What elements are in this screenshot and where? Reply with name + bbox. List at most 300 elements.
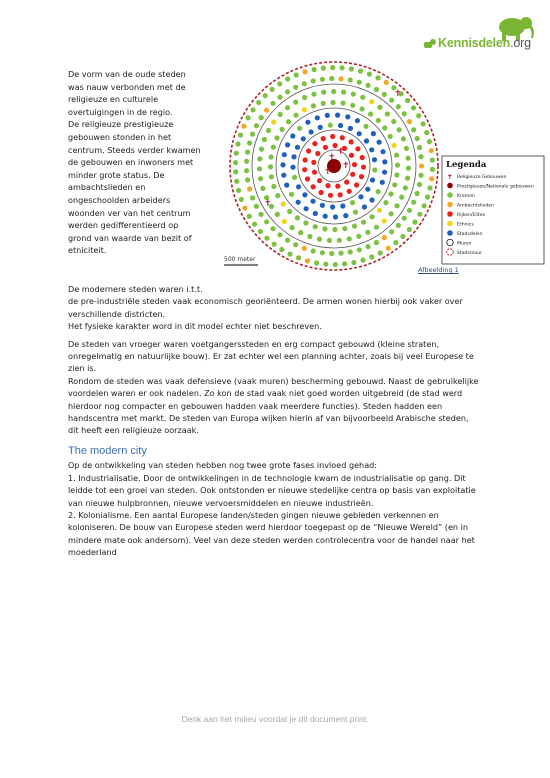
building-dot — [242, 206, 247, 211]
building-dot — [396, 223, 401, 228]
text-line: hierdoor nog compacter en gebouwen hadden vaak meerdere functies). Steden hadden een — [68, 400, 443, 411]
intro-line: werden gedifferentieerd op — [68, 220, 179, 231]
building-dot — [311, 160, 316, 165]
intro-line: etniciteit. — [68, 245, 107, 256]
building-dot — [370, 177, 375, 182]
building-dot — [321, 90, 326, 95]
legend-title: Legenda — [446, 160, 487, 170]
building-dot — [391, 119, 396, 124]
building-dot — [321, 101, 326, 106]
building-dot — [389, 229, 394, 234]
building-dot — [343, 213, 348, 218]
building-dot — [418, 173, 423, 178]
building-dot — [235, 141, 240, 146]
building-dot — [365, 244, 370, 249]
building-dot — [357, 247, 362, 252]
building-dot — [358, 194, 363, 199]
building-dot — [330, 134, 335, 139]
building-dot — [259, 147, 264, 152]
main-body — [68, 283, 488, 564]
building-dot — [233, 160, 238, 165]
building-dot — [275, 193, 280, 198]
building-dot — [404, 146, 409, 151]
building-dot — [296, 255, 301, 260]
footer-note: Denk aan het milieu voordat je dit document print. — [181, 714, 369, 724]
building-dot — [348, 126, 353, 131]
building-dot — [246, 115, 251, 120]
intro-line: grond van waarde van bezit of — [68, 232, 192, 243]
legend-label: Stadsmuur — [457, 251, 483, 256]
building-dot — [411, 200, 416, 205]
building-dot — [252, 222, 257, 227]
building-dot — [333, 262, 338, 267]
building-dot — [285, 238, 290, 243]
building-dot — [403, 185, 408, 190]
building-dot — [293, 100, 298, 105]
building-dot — [419, 163, 424, 168]
building-dot — [402, 111, 407, 116]
building-dot — [244, 168, 249, 173]
building-dot — [427, 139, 432, 144]
building-dot — [369, 147, 374, 152]
legend-swatch — [447, 183, 453, 189]
building-dot — [383, 200, 388, 205]
building-dot — [274, 135, 279, 140]
building-dot — [250, 195, 255, 200]
figure-caption[interactable]: Afbeelding 1 — [418, 266, 459, 274]
building-dot — [320, 250, 325, 255]
text-line: mindere mate ook andersom). Veel van deze steden werden controlecentra voor de handel naar het — [68, 534, 475, 545]
legend-swatch — [447, 202, 453, 208]
building-dot — [394, 203, 399, 208]
building-dot — [337, 238, 342, 243]
building-dot — [351, 260, 356, 265]
building-dot — [365, 83, 370, 88]
text-line: verschillende districten. — [68, 308, 166, 319]
building-dot — [369, 197, 374, 202]
text-line: zien is. — [68, 363, 97, 374]
building-dot — [402, 216, 407, 221]
building-dot — [361, 165, 366, 170]
building-dot — [430, 158, 435, 163]
text-line: voordelen waren er ook nadelen. Zo kon de stad vaak niet goed worden uitgebreid (de stad werd — [68, 388, 463, 399]
building-dot — [364, 138, 369, 143]
intro-line: De vorm van de oude steden — [68, 69, 186, 79]
legend-box — [442, 156, 544, 264]
building-dot — [259, 115, 264, 120]
legend-label: Ambachtslieden — [457, 203, 495, 209]
building-dot — [281, 173, 286, 178]
building-dot — [290, 165, 295, 170]
building-dot — [305, 120, 310, 125]
building-dot — [302, 95, 307, 100]
building-dot — [272, 242, 277, 247]
legend-swatch — [447, 211, 453, 217]
building-dot — [377, 208, 382, 213]
building-dot — [400, 234, 405, 239]
building-dot — [292, 175, 297, 180]
text-line: Rondom de steden was vaak defensieve (vaak muren) bescherming gebouwd. Naast de gebruikelijke — [68, 375, 479, 386]
intro-line: was nauw verbonden met de — [68, 81, 186, 92]
building-dot — [293, 113, 298, 118]
building-dot — [311, 103, 316, 108]
building-dot — [415, 136, 420, 141]
building-dot — [360, 95, 365, 100]
building-dot — [357, 131, 362, 136]
building-dot — [382, 159, 387, 164]
building-dot — [311, 78, 316, 83]
building-dot — [405, 176, 410, 181]
building-dot — [245, 150, 250, 155]
building-dot — [327, 238, 332, 243]
building-dot — [307, 234, 312, 239]
logo-brand: Kennisdelen — [438, 36, 511, 50]
building-dot — [247, 214, 252, 219]
building-dot — [275, 212, 280, 217]
building-dot — [234, 179, 239, 184]
building-dot — [407, 119, 412, 124]
building-dot — [352, 224, 357, 229]
building-dot — [297, 126, 302, 131]
building-dot — [244, 159, 249, 164]
building-dot — [328, 193, 333, 198]
building-dot — [340, 135, 345, 140]
building-dot — [315, 151, 320, 156]
building-dot — [378, 250, 383, 255]
building-dot — [395, 163, 400, 168]
building-dot — [380, 149, 385, 154]
building-dot — [393, 240, 398, 245]
building-dot — [352, 162, 357, 167]
religious-building-icon: ✝ — [394, 89, 402, 99]
building-dot — [298, 230, 303, 235]
building-dot — [311, 92, 316, 97]
intro-line: gebouwen stonden in het — [68, 131, 172, 142]
legend-swatch — [447, 221, 453, 227]
building-dot — [303, 220, 308, 225]
building-dot — [325, 113, 330, 118]
building-dot — [345, 114, 350, 119]
intro-line: woonden ver van het centrum — [68, 207, 191, 218]
building-dot — [279, 247, 284, 252]
building-dot — [407, 208, 412, 213]
building-dot — [312, 67, 317, 72]
building-dot — [350, 172, 355, 177]
building-dot — [319, 190, 324, 195]
building-dot — [406, 156, 411, 161]
building-dot — [427, 185, 432, 190]
building-dot — [356, 234, 361, 239]
building-dot — [349, 139, 354, 144]
religious-building-icon: ✝ — [328, 153, 336, 163]
building-dot — [323, 214, 328, 219]
building-dot — [293, 242, 298, 247]
building-dot — [311, 184, 316, 189]
building-dot — [290, 133, 295, 138]
building-dot — [374, 225, 379, 230]
building-dot — [353, 210, 358, 215]
building-dot — [382, 218, 387, 223]
building-dot — [257, 156, 262, 161]
building-dot — [266, 128, 271, 133]
intro-line: de gebouwen en inwoners met — [68, 157, 194, 168]
building-dot — [380, 180, 385, 185]
text-line: de pre-industriële steden vaak economisch georiënteerd. De armen wonen hierbij ook vaker over — [68, 296, 463, 307]
building-dot — [382, 125, 387, 130]
building-dot — [349, 153, 354, 158]
legend-label: Kramen — [457, 194, 475, 199]
building-dot — [348, 249, 353, 254]
building-dot — [344, 180, 349, 185]
building-dot — [363, 124, 368, 129]
building-dot — [340, 65, 345, 70]
building-dot — [394, 153, 399, 158]
building-dot — [271, 145, 276, 150]
legend-label: Religieuze Gebouwen — [457, 175, 507, 180]
building-dot — [333, 214, 338, 219]
building-dot — [314, 260, 319, 265]
building-dot — [382, 170, 387, 175]
building-dot — [376, 118, 381, 123]
scale-label: 500 meter — [224, 256, 256, 263]
building-dot — [348, 77, 353, 82]
building-dot — [332, 227, 337, 232]
building-dot — [394, 172, 399, 177]
building-dot — [355, 118, 360, 123]
text-line: Op de ontwikkeling van steden hebben nog twee grote fases invloed gehad: — [68, 460, 378, 471]
building-dot — [377, 105, 382, 110]
building-dot — [347, 189, 352, 194]
building-dot — [234, 151, 239, 156]
building-dot — [329, 251, 334, 256]
section-heading: The modern city — [68, 444, 147, 457]
building-dot — [399, 195, 404, 200]
building-dot — [282, 219, 287, 224]
text-line: leidde tot een groei van steden. Ook ontstonden er nieuwe stedelijke centra op basis van exploitatie — [68, 485, 476, 496]
building-dot — [421, 121, 426, 126]
intro-line: De religieuze prestigieuze — [68, 119, 174, 130]
building-dot — [385, 111, 390, 116]
text-line: moederland — [68, 547, 117, 558]
building-dot — [296, 184, 301, 189]
paragraph-3 — [68, 459, 488, 558]
text-line: onregelmatig en natuurlijke bouw). Er zat echter wel een planning achter, zoals bij veel Europese te — [68, 351, 474, 362]
building-dot — [323, 145, 328, 150]
building-dot — [281, 201, 286, 206]
building-dot — [280, 127, 285, 132]
building-dot — [285, 105, 290, 110]
building-dot — [429, 176, 434, 181]
building-dot — [269, 174, 274, 179]
building-dot — [306, 148, 311, 153]
building-dot — [320, 203, 325, 208]
building-dot — [277, 81, 282, 86]
text-line: dit heeft een religieuze oorzaak. — [68, 425, 199, 436]
intro-line: overtuigingen in de regio. — [68, 106, 173, 117]
building-dot — [313, 211, 318, 216]
building-dot — [233, 169, 238, 174]
building-dot — [270, 87, 275, 92]
building-dot — [388, 191, 393, 196]
building-dot — [284, 183, 289, 188]
city-model-figure — [218, 58, 548, 283]
building-dot — [422, 203, 427, 208]
building-dot — [368, 112, 373, 117]
kennisdelen-logo[interactable] — [420, 14, 538, 54]
legend-swatch — [447, 230, 453, 236]
building-dot — [320, 77, 325, 82]
building-dot — [285, 142, 290, 147]
building-dot — [417, 212, 422, 217]
building-dot — [264, 108, 269, 113]
intro-line: minder grote status. De — [68, 169, 165, 180]
building-dot — [392, 143, 397, 148]
building-dot — [338, 123, 343, 128]
building-dot — [241, 124, 246, 129]
building-dot — [250, 107, 255, 112]
building-dot — [415, 191, 420, 196]
building-dot — [269, 154, 274, 159]
legend-cross-icon: ✝ — [447, 173, 453, 181]
city-model-diagram — [218, 58, 548, 283]
building-dot — [360, 258, 365, 263]
building-dot — [331, 100, 336, 105]
building-dot — [405, 98, 410, 103]
building-dot — [304, 206, 309, 211]
building-dot — [328, 123, 333, 128]
legend-label: Muren — [457, 241, 472, 247]
building-dot — [340, 101, 345, 106]
building-dot — [302, 81, 307, 86]
building-dot — [271, 184, 276, 189]
building-dot — [263, 93, 268, 98]
building-dot — [401, 136, 406, 141]
religious-building-icon: ✝ — [324, 167, 332, 177]
building-dot — [318, 125, 323, 130]
building-dot — [369, 254, 374, 259]
religious-building-icon: ✝ — [342, 161, 350, 171]
building-dot — [369, 99, 374, 104]
building-dot — [264, 219, 269, 224]
building-dot — [350, 103, 355, 108]
building-dot — [245, 177, 250, 182]
building-dot — [417, 182, 422, 187]
intro-line: ongeschoolden arbeiders — [68, 194, 171, 205]
building-dot — [262, 137, 267, 142]
building-dot — [335, 184, 340, 189]
building-dot — [342, 261, 347, 266]
building-dot — [359, 174, 364, 179]
building-dot — [429, 148, 434, 153]
building-dot — [374, 87, 379, 92]
building-dot — [412, 220, 417, 225]
building-dot — [350, 200, 355, 205]
text-line: De steden van vroeger waren voetgangerssteden en erg compact gebouwd (kleine straten, — [68, 338, 440, 349]
building-dot — [372, 157, 377, 162]
legend-label: Prestigieuze/Nationale gebouwen — [457, 184, 534, 190]
building-dot — [294, 72, 299, 77]
building-dot — [287, 209, 292, 214]
building-dot — [384, 80, 389, 85]
religious-building-icon: ✝ — [264, 199, 272, 209]
building-dot — [325, 183, 330, 188]
building-dot — [397, 127, 402, 132]
legend-label: Ethnics — [457, 222, 474, 228]
building-dot — [424, 130, 429, 135]
building-dot — [365, 230, 370, 235]
building-dot — [341, 90, 346, 95]
building-dot — [280, 162, 285, 167]
building-dot — [355, 146, 360, 151]
building-dot — [375, 75, 380, 80]
building-dot — [416, 113, 421, 118]
building-dot — [338, 76, 343, 81]
intro-line: religieuze en culturele — [68, 94, 159, 105]
building-dot — [407, 227, 412, 232]
intro-line: ambachtslieden en — [68, 182, 146, 193]
building-dot — [271, 120, 276, 125]
building-dot — [270, 226, 275, 231]
building-dot — [359, 106, 364, 111]
building-dot — [342, 226, 347, 231]
building-dot — [259, 212, 264, 217]
building-dot — [302, 107, 307, 112]
building-dot — [258, 229, 263, 234]
building-dot — [238, 132, 243, 137]
building-dot — [354, 182, 359, 187]
building-dot — [277, 95, 282, 100]
legend-label: Rijken/Elites — [457, 213, 486, 218]
building-dot — [247, 186, 252, 191]
building-dot — [312, 170, 317, 175]
intro-text — [68, 68, 238, 257]
building-dot — [406, 166, 411, 171]
building-dot — [254, 123, 259, 128]
building-dot — [323, 262, 328, 267]
building-dot — [264, 236, 269, 241]
building-dot — [321, 136, 326, 141]
building-dot — [417, 145, 422, 150]
building-dot — [296, 200, 301, 205]
building-dot — [425, 194, 430, 199]
building-dot — [371, 131, 376, 136]
building-dot — [311, 248, 316, 253]
building-dot — [376, 189, 381, 194]
text-line: De modernere steden waren i.t.t. — [68, 284, 203, 294]
building-dot — [257, 166, 262, 171]
building-dot — [321, 66, 326, 71]
building-dot — [369, 214, 374, 219]
building-dot — [239, 197, 244, 202]
building-dot — [301, 136, 306, 141]
building-dot — [340, 203, 345, 208]
building-dot — [295, 145, 300, 150]
building-dot — [347, 236, 352, 241]
building-dot — [305, 176, 310, 181]
building-dot — [382, 92, 387, 97]
building-dot — [295, 215, 300, 220]
building-dot — [312, 141, 317, 146]
building-dot — [382, 235, 387, 240]
building-dot — [247, 140, 252, 145]
building-dot — [309, 129, 314, 134]
building-dot — [270, 101, 275, 106]
building-dot — [349, 66, 354, 71]
building-dot — [290, 225, 295, 230]
building-dot — [330, 65, 335, 70]
text-line: 1. Industrialisatie. Door de ontwikkelingen in de technologie kwam de industrialisatie op gang. Dit — [68, 472, 466, 483]
text-line: 2. Kolonialisme. Een aantal Europese landen/steden gingen nieuwe gebieden verkennen en — [68, 509, 439, 520]
